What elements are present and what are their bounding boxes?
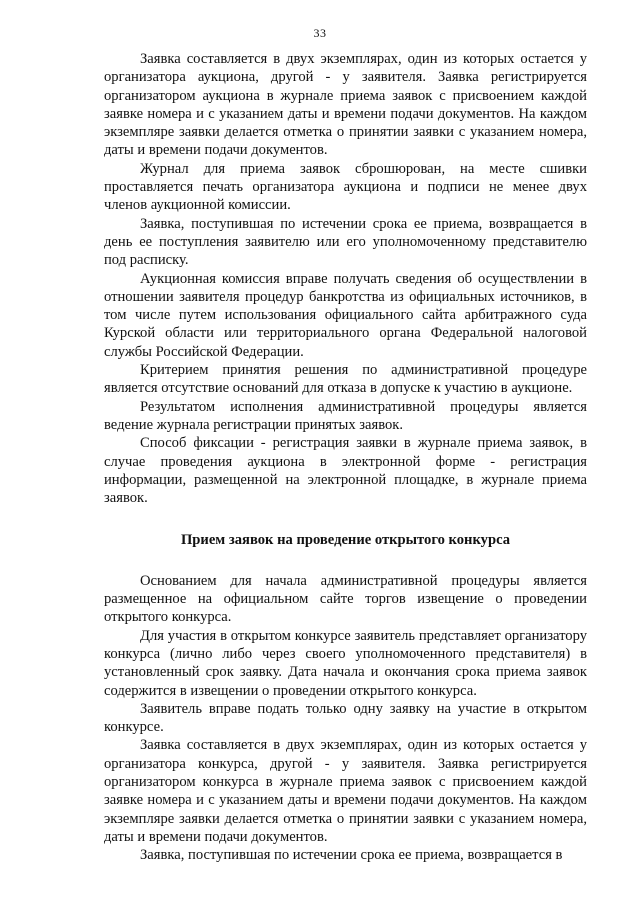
paragraph: Заявитель вправе подать только одну заявку на участие в открытом конкурсе.: [104, 700, 587, 736]
auction-application-section: [104, 50, 587, 507]
page-number: 33: [313, 26, 327, 40]
paragraph: Для участия в открытом конкурсе заявитель представляет организатору конкурса (лично либо через своего уполномоченного представителя) в установленный срок заявку. Дата начала и окончания срока приема заявок содержится в извещении о проведении открытого конкурса.: [104, 627, 587, 699]
paragraph: Заявка, поступившая по истечении срока ее приема, возвращается в день ее поступления заявителю или его уполномоченному представителю под расписку.: [104, 215, 587, 269]
paragraph: Заявка составляется в двух экземплярах, один из которых остается у организатора конкурса, другой - у заявителя. Заявка регистрируется организатором конкурса в журнале приема заявок с присвоением каждой заявке номера и с указанием даты и времени подачи документов. На каждом экземпляре заявки делается отметка о принятии заявки с указанием номера, даты и времени подачи документов.: [104, 737, 587, 845]
paragraph: Результатом исполнения административной процедуры является ведение журнала регистрации принятых заявок.: [104, 398, 587, 433]
paragraph: Заявка, поступившая по истечении срока ее приема, возвращается в: [140, 847, 563, 864]
paragraph: Аукционная комиссия вправе получать сведения об осуществлении в отношении заявителя процедур банкротства из официальных источников, в том числе путем использования официального сайта арбитражного суда Курской области или территориального органа Федеральной налоговой службы Российской Федерации.: [104, 270, 587, 360]
section-heading: Прием заявок на проведение открытого конкурса: [180, 532, 511, 549]
paragraph: Заявка составляется в двух экземплярах, один из которых остается у организатора аукциона, другой - у заявителя. Заявка регистрируется организатором аукциона в журнале приема заявок с присвоением каждой заявке номера и с указанием даты и времени подачи документов. На каждом экземпляре заявки делается отметка о принятии заявки с указанием номера, даты и времени подачи документов.: [104, 51, 587, 159]
paragraph: Основанием для начала административной процедуры является размещенное на официальном сайте торгов извещение о проведении открытого конкурса.: [104, 572, 587, 626]
paragraph: Критерием принятия решения по административной процедуре является отсутствие оснований для отказа в допуске к участию в аукционе.: [104, 362, 587, 397]
document-body: [104, 50, 587, 864]
open-contest-section: [104, 572, 587, 865]
paragraph: Журнал для приема заявок сброшюрован, на месте сшивки проставляется печать организатора аукциона и подписи не менее двух членов аукционной комиссии.: [104, 160, 587, 214]
paragraph: Способ фиксации - регистрация заявки в журнале приема заявок, в случае проведения аукциона в электронной форме - регистрация информации, размещенной на электронной площадке, в журнале приема заявок.: [104, 435, 587, 507]
